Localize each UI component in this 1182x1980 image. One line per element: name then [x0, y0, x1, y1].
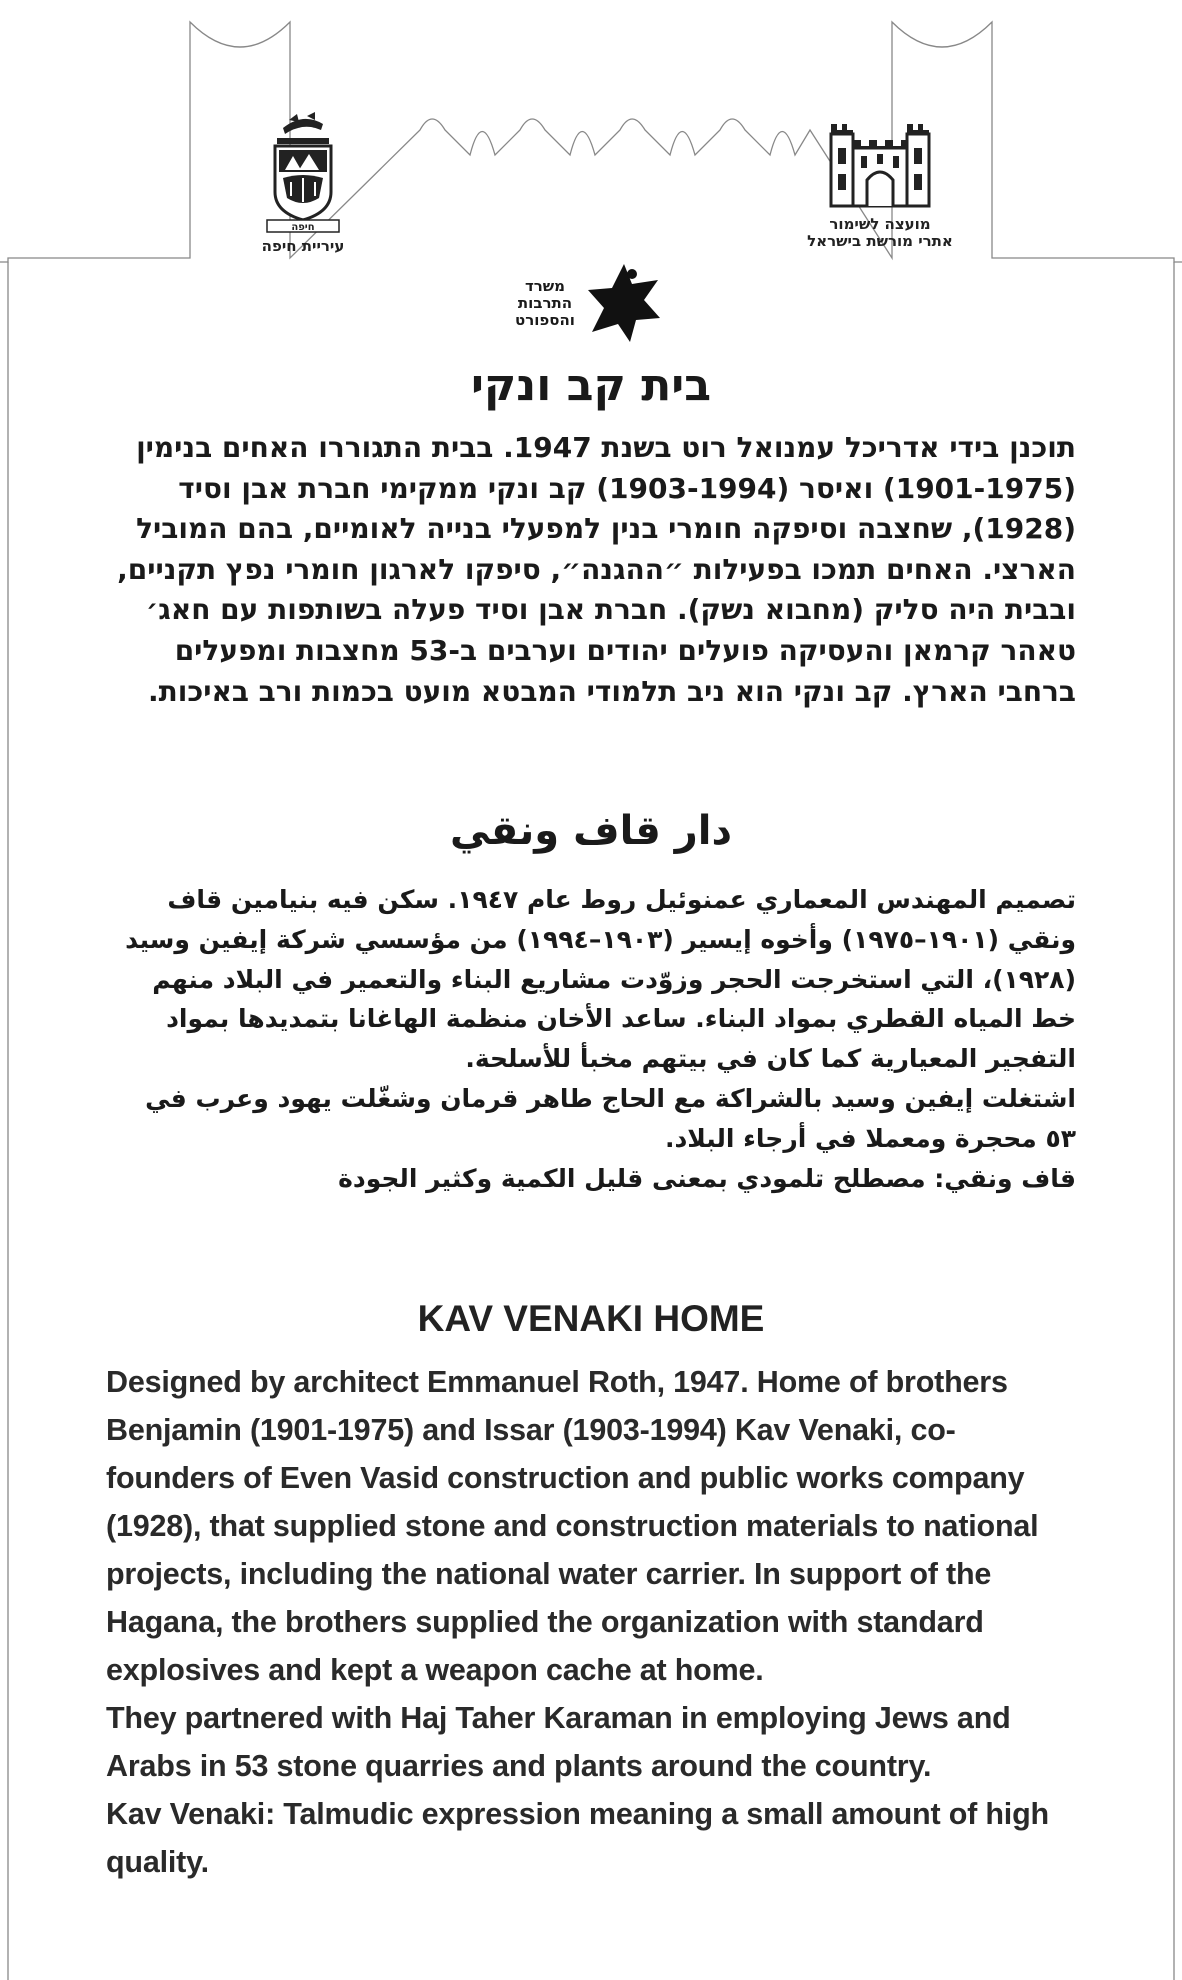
english-paragraph-1: Designed by architect Emmanuel Roth, 1947. Home of brothers Benjamin (1901-1975) and Issar (1903-1994) Kav Venaki, co-founders of Even Vasid construction and public works company (1928), that supplied stone and construction materials to national projects, including the national water carrier. In support of the Hagana, the brothers supplied the organization with standard explosives and kept a weapon cache at home. [106, 1365, 1039, 1687]
english-body [106, 1358, 1076, 1886]
hebrew-title: בית קב ונקי [470, 360, 712, 411]
ministry-culture-sport-logo [510, 262, 680, 346]
haifa-emblem-icon [263, 112, 343, 234]
ministry-line3: והספורט [515, 311, 575, 329]
council-caption-line2: אתרי מורשת בישראל [807, 232, 953, 250]
english-paragraph-2: They partnered with Haj Taher Karaman in employing Jews and Arabs in 53 stone quarries and plants around the country. [106, 1701, 1011, 1783]
arabic-paragraph-2: اشتغلت إيفين وسيد بالشراكة مع الحاج طاهر قرمان وشغّلت يهود وعرب في ٥٣ محجرة ومعملا في أرجاء البلاد. [145, 1083, 1076, 1153]
haifa-emblem-text: חיפה [291, 222, 315, 233]
council-caption-line1: מועצה לשימור [829, 215, 931, 233]
arabic-paragraph-1: تصميم المهندس المعماري عمنوئيل روط عام ١٩٤٧. سكن فيه بنيامين قاف ونقي (١٩٠١–١٩٧٥) وأخوه إيسير (١٩٠٣–١٩٩٤) من مؤسسي شركة إيفين وسيد (١٩٢٨)، التي استخرجت الحجر وزوّدت مشاريع البناء والتعمير في البلاد منهم خط المياه القطري بمواد البناء. ساعد الأخان منظمة الهاغانا بتمديدها بمواد التفجير المعيارية كما كان في بيتهم مخبأ للأسلحة. [125, 885, 1076, 1074]
arabic-paragraph-3: قاف ونقي: مصطلح تلمودي بمعنى قليل الكمية وكثير الجودة [338, 1163, 1076, 1193]
hebrew-body: תוכנן בידי אדריכל עמנואל רוט בשנת 1947. בבית התגוררו האחים בנימין (1901-1975) ואיסר (1903-1994) קב ונקי ממקימי חברת אבן וסיד (1928), שחצבה וסיפקה חומרי בנין למפעלי בנייה לאומיים, בהם המוביל הארצי. האחים תמכו בפעילות ״ההגנה״, סיפקו לארגון חומרי נפץ תקניים, ובבית היה סליק (מחבוא נשק). חברת אבן וסיד פעלה בשותפות עם חאג׳ טאהר קרמאן והעסיקה פועלים יהודים וערבים ב-53 מחצבות ומפעלים ברחבי הארץ. קב ונקי הוא ניב תלמודי המבטא מועט בכמות ורב באיכות. [117, 431, 1076, 708]
ministry-text [510, 278, 580, 329]
arabic-title: دار قاف ونقي [450, 808, 732, 854]
castle-icon [825, 112, 935, 212]
arabic-body [106, 880, 1076, 1198]
haifa-municipality-logo [248, 112, 358, 255]
english-title: KAV VENAKI HOME [417, 1298, 765, 1339]
heritage-council-logo [792, 112, 968, 250]
ministry-line2: התרבות [517, 294, 573, 312]
ministry-star-icon [584, 262, 664, 344]
haifa-caption: עיריית חיפה [261, 237, 345, 255]
english-paragraph-3: Kav Venaki: Talmudic expression meaning a small amount of high quality. [106, 1797, 1049, 1879]
ministry-line1: משרד [524, 277, 566, 295]
